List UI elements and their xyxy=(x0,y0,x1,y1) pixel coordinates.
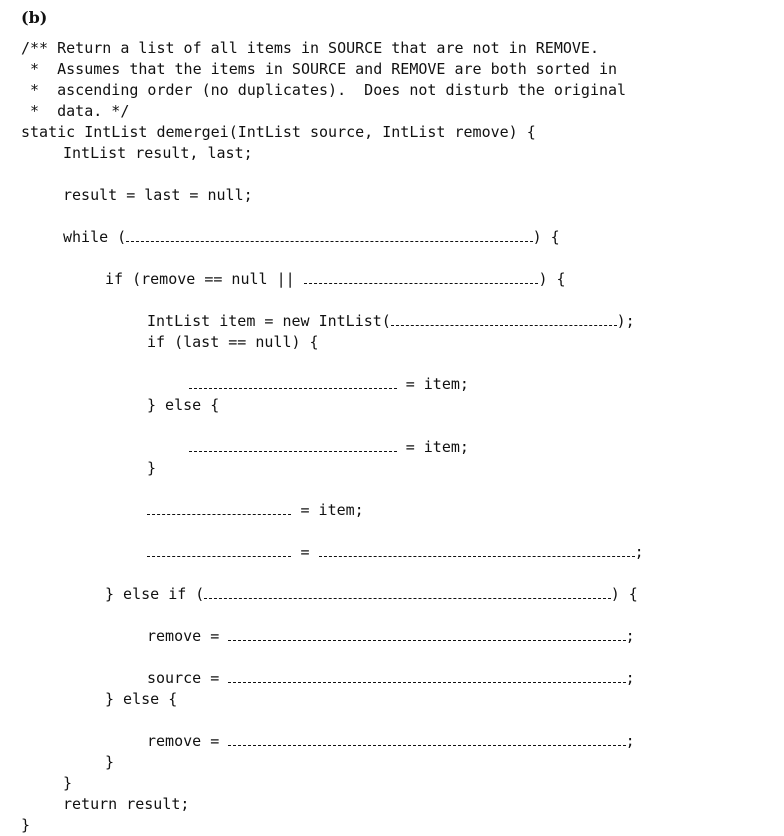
code-text: return result; xyxy=(63,795,190,813)
code-listing xyxy=(21,38,644,836)
fill-in-blank[interactable] xyxy=(319,544,635,557)
blank-line xyxy=(21,206,644,227)
blank-line xyxy=(21,416,644,437)
code-text: ) { xyxy=(532,228,560,246)
code-text: * data. */ xyxy=(21,102,130,120)
code-text: if (remove == null || xyxy=(105,270,304,288)
code-line xyxy=(21,80,644,101)
code-line xyxy=(21,38,644,59)
code-text: } else { xyxy=(105,690,178,708)
code-text: } xyxy=(63,774,73,792)
code-line xyxy=(21,101,644,122)
code-text: = item; xyxy=(396,375,469,393)
code-line xyxy=(21,269,644,290)
code-text: remove = xyxy=(147,627,229,645)
fill-in-blank[interactable] xyxy=(391,313,617,326)
code-line xyxy=(21,185,644,206)
code-text: ) { xyxy=(610,585,638,603)
blank-line xyxy=(21,353,644,374)
code-text: = xyxy=(291,543,319,561)
fill-in-blank[interactable] xyxy=(228,670,625,683)
blank-line xyxy=(21,647,644,668)
blank-line xyxy=(21,521,644,542)
code-line xyxy=(21,374,644,395)
code-line xyxy=(21,626,644,647)
code-line xyxy=(21,689,644,710)
fill-in-blank[interactable] xyxy=(304,271,539,284)
code-text: remove = xyxy=(147,732,229,750)
code-text: static IntList demergei(IntList source, IntList remove) { xyxy=(21,123,536,141)
code-line xyxy=(21,395,644,416)
code-line xyxy=(21,332,644,353)
code-text: = item; xyxy=(396,438,469,456)
code-text: source = xyxy=(147,669,229,687)
code-text: /** Return a list of all items in SOURCE that are not in REMOVE. xyxy=(21,39,599,57)
code-text: while ( xyxy=(63,228,127,246)
fill-in-blank[interactable] xyxy=(126,229,532,242)
blank-line xyxy=(21,605,644,626)
code-text: ; xyxy=(625,732,635,750)
code-text: * ascending order (no duplicates). Does not disturb the original xyxy=(21,81,627,99)
code-line xyxy=(21,227,644,248)
code-text: ) { xyxy=(538,270,566,288)
blank-line xyxy=(21,290,644,311)
blank-line xyxy=(21,710,644,731)
code-line xyxy=(21,584,644,605)
code-line xyxy=(21,794,644,815)
code-line xyxy=(21,752,644,773)
fill-in-blank[interactable] xyxy=(147,544,291,557)
code-text: ; xyxy=(625,669,635,687)
code-line xyxy=(21,773,644,794)
blank-line xyxy=(21,563,644,584)
fill-in-blank[interactable] xyxy=(147,502,291,515)
code-text: } else if ( xyxy=(105,585,205,603)
code-line xyxy=(21,122,644,143)
question-label: (b) xyxy=(21,8,48,27)
code-text: result = last = null; xyxy=(63,186,253,204)
code-text: } xyxy=(105,753,115,771)
code-text: IntList item = new IntList( xyxy=(147,312,391,330)
code-line xyxy=(21,458,644,479)
code-line xyxy=(21,143,644,164)
fill-in-blank[interactable] xyxy=(189,376,397,389)
code-line xyxy=(21,311,644,332)
blank-line xyxy=(21,164,644,185)
blank-line xyxy=(21,479,644,500)
code-text: ); xyxy=(616,312,635,330)
code-line xyxy=(21,59,644,80)
code-text: } xyxy=(147,459,157,477)
code-text: * Assumes that the items in SOURCE and REMOVE are both sorted in xyxy=(21,60,618,78)
code-line xyxy=(21,815,644,836)
code-line xyxy=(21,542,644,563)
code-text: } xyxy=(21,816,31,834)
blank-line xyxy=(21,248,644,269)
code-text: ; xyxy=(634,543,644,561)
code-text: ; xyxy=(625,627,635,645)
fill-in-blank[interactable] xyxy=(228,628,625,641)
code-text: = item; xyxy=(291,501,364,519)
code-text: } else { xyxy=(147,396,220,414)
code-line xyxy=(21,437,644,458)
fill-in-blank[interactable] xyxy=(228,733,625,746)
code-line xyxy=(21,500,644,521)
fill-in-blank[interactable] xyxy=(204,586,610,599)
code-text: IntList result, last; xyxy=(63,144,253,162)
code-text: if (last == null) { xyxy=(147,333,319,351)
fill-in-blank[interactable] xyxy=(189,439,397,452)
code-line xyxy=(21,731,644,752)
code-line xyxy=(21,668,644,689)
